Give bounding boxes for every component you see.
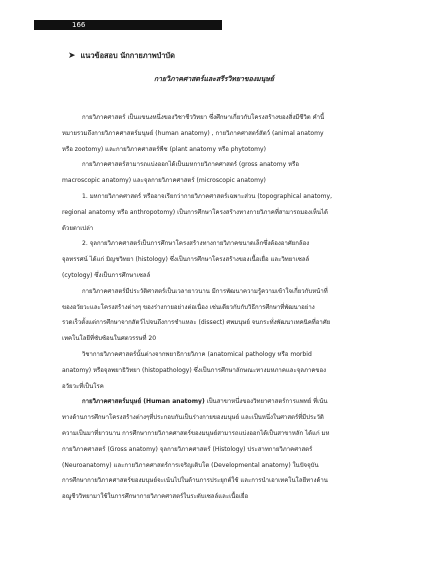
arrow-bullet-icon: ➤ <box>68 50 76 61</box>
paragraph: วิชากายวิภาคศาสตร์นั้นต่างจากพยาธิกายวิภาค (anatomical pathology หรือ morbid anatomy) หรือจุลพยาธิวิทยา (histopathology) ซึ่งเป็นการศึกษาลักษณะทางมหภาคและจุลภาคของ อวัยวะที่เป็นโรค <box>62 350 327 390</box>
section-heading <box>68 50 175 62</box>
page-number: 166 <box>72 21 86 29</box>
paragraph-list-item-2: 2. จุลกายวิภาคศาสตร์เป็นการศึกษาโครงสร้างทางกายวิภาคขนาดเล็กซึ่งต้องอาศัยกล้อง จุลทรรศน์ ได้แก่ มิญชวิทยา (histology) ซึ่งเป็นการศึกษาโครงสร้างของเนื้อเยื่อ และวิทยาเซลล์ (cytology) ซึ่งเป็นการศึกษาเซลล์ <box>62 240 310 279</box>
lead-continuation: เป็นสาขาหนึ่งของวิทยาศาสตร์การแพทย์ ที่เน้น <box>206 398 328 406</box>
paragraph-human-anatomy: กายวิภาคศาสตร์มนุษย์ (Human anatomy) เป็นสาขาหนึ่งของวิทยาศาสตร์การแพทย์ ที่เน้น ทางด้านการศึกษาโครงสร้างต่างๆที่ประกอบกันเป็นร่างกายของมนุษย์ และเป็นหนึ่งในศาสตร์ที่มีประวัติ ความเป็นมาที่ยาวนาน การศึกษากายวิภาคศาสตร์ของมนุษย์สามารถแบ่งออกได้เป็นสาขาหลัก ได้แก่ มห กายวิภาคศาสตร์ (Gross anatomy) จุลกายวิภาคศาสตร์ (Histology) ประสาทกายวิภาคศาสตร์ (Neuroanatomy) และกายวิภาคศาสตร์การเจริญเติบโต (Developmental anatomy) ในปัจจุบัน การศึกษากายวิภาคศาสตร์ของมนุษย์จะเน้นไปในด้านการประยุกต์ใช้ และการนำเอาเทคโนโลยีทางด้าน อณูชีววิทยามาใช้ในการศึกษากายวิภาคศาสตร์ในระดับเซลล์และเนื้อเยื่อ <box>62 398 330 501</box>
bold-lead: กายวิภาคศาสตร์มนุษย์ (Human anatomy) <box>82 398 205 406</box>
page-number-bar <box>34 20 222 30</box>
body-text <box>62 110 400 505</box>
section-heading-text: แนวข้อสอบ นักกายภาพบำบัด <box>80 51 175 60</box>
document-title: กายวิภาคศาสตร์และสรีรวิทยาของมนุษย์ <box>154 75 274 83</box>
paragraph-list-item-1: 1. มหกายวิภาคศาสตร์ หรืออาจเรียกว่ากายวิภาคศาสตร์เฉพาะส่วน (topographical anatomy, regional anatomy หรือ anthropotomy) เป็นการศึกษาโครงสร้างทางกายวิภาคที่สามารถมองเห็นได้ ด้วยตาเปล่า <box>62 192 333 232</box>
paragraph: กายวิภาคศาสตร์สามารถแบ่งออกได้เป็นมหกายวิภาคศาสตร์ (gross anatomy หรือ macroscopic anatomy) และจุลกายวิภาคศาสตร์ (microscopic anatomy) <box>62 161 299 185</box>
paragraph: กายวิภาคศาสตร์ เป็นแขนงหนึ่งของวิชาชีววิทยา ซึ่งศึกษาเกี่ยวกับโครงสร้างของสิ่งมีชีวิต คำนี้ หมายรวมถึงกายวิภาคศาสตร์มนุษย์ (human anatomy) , กายวิภาคศาสตร์สัตว์ (animal anatomy หรือ zootomy) และกายวิภาคศาสตร์พืช (plant anatomy หรือ phytotomy) <box>62 114 325 153</box>
paragraph: กายวิภาคศาสตร์มีประวัติศาสตร์เป็นเวลายาวนาน มีการพัฒนาความรู้ความเข้าใจเกี่ยวกับหน้าที่ ของอวัยวะและโครงสร้างต่างๆ ของร่างกายอย่างต่อเนื่อง เช่นเดียวกับกับวิธีการศึกษาที่พัฒนาอย่าง รวดเร็วตั้งแต่การศึกษาจากสัตว์ไปจนถึงการชำแหละ (dissect) ศพมนุษย์ จนกระทั่งพัฒนาเทคนิคที่อาศัย เทคโนโลยีที่ซับซ้อนในศตวรรษที่ 20 <box>62 287 331 343</box>
